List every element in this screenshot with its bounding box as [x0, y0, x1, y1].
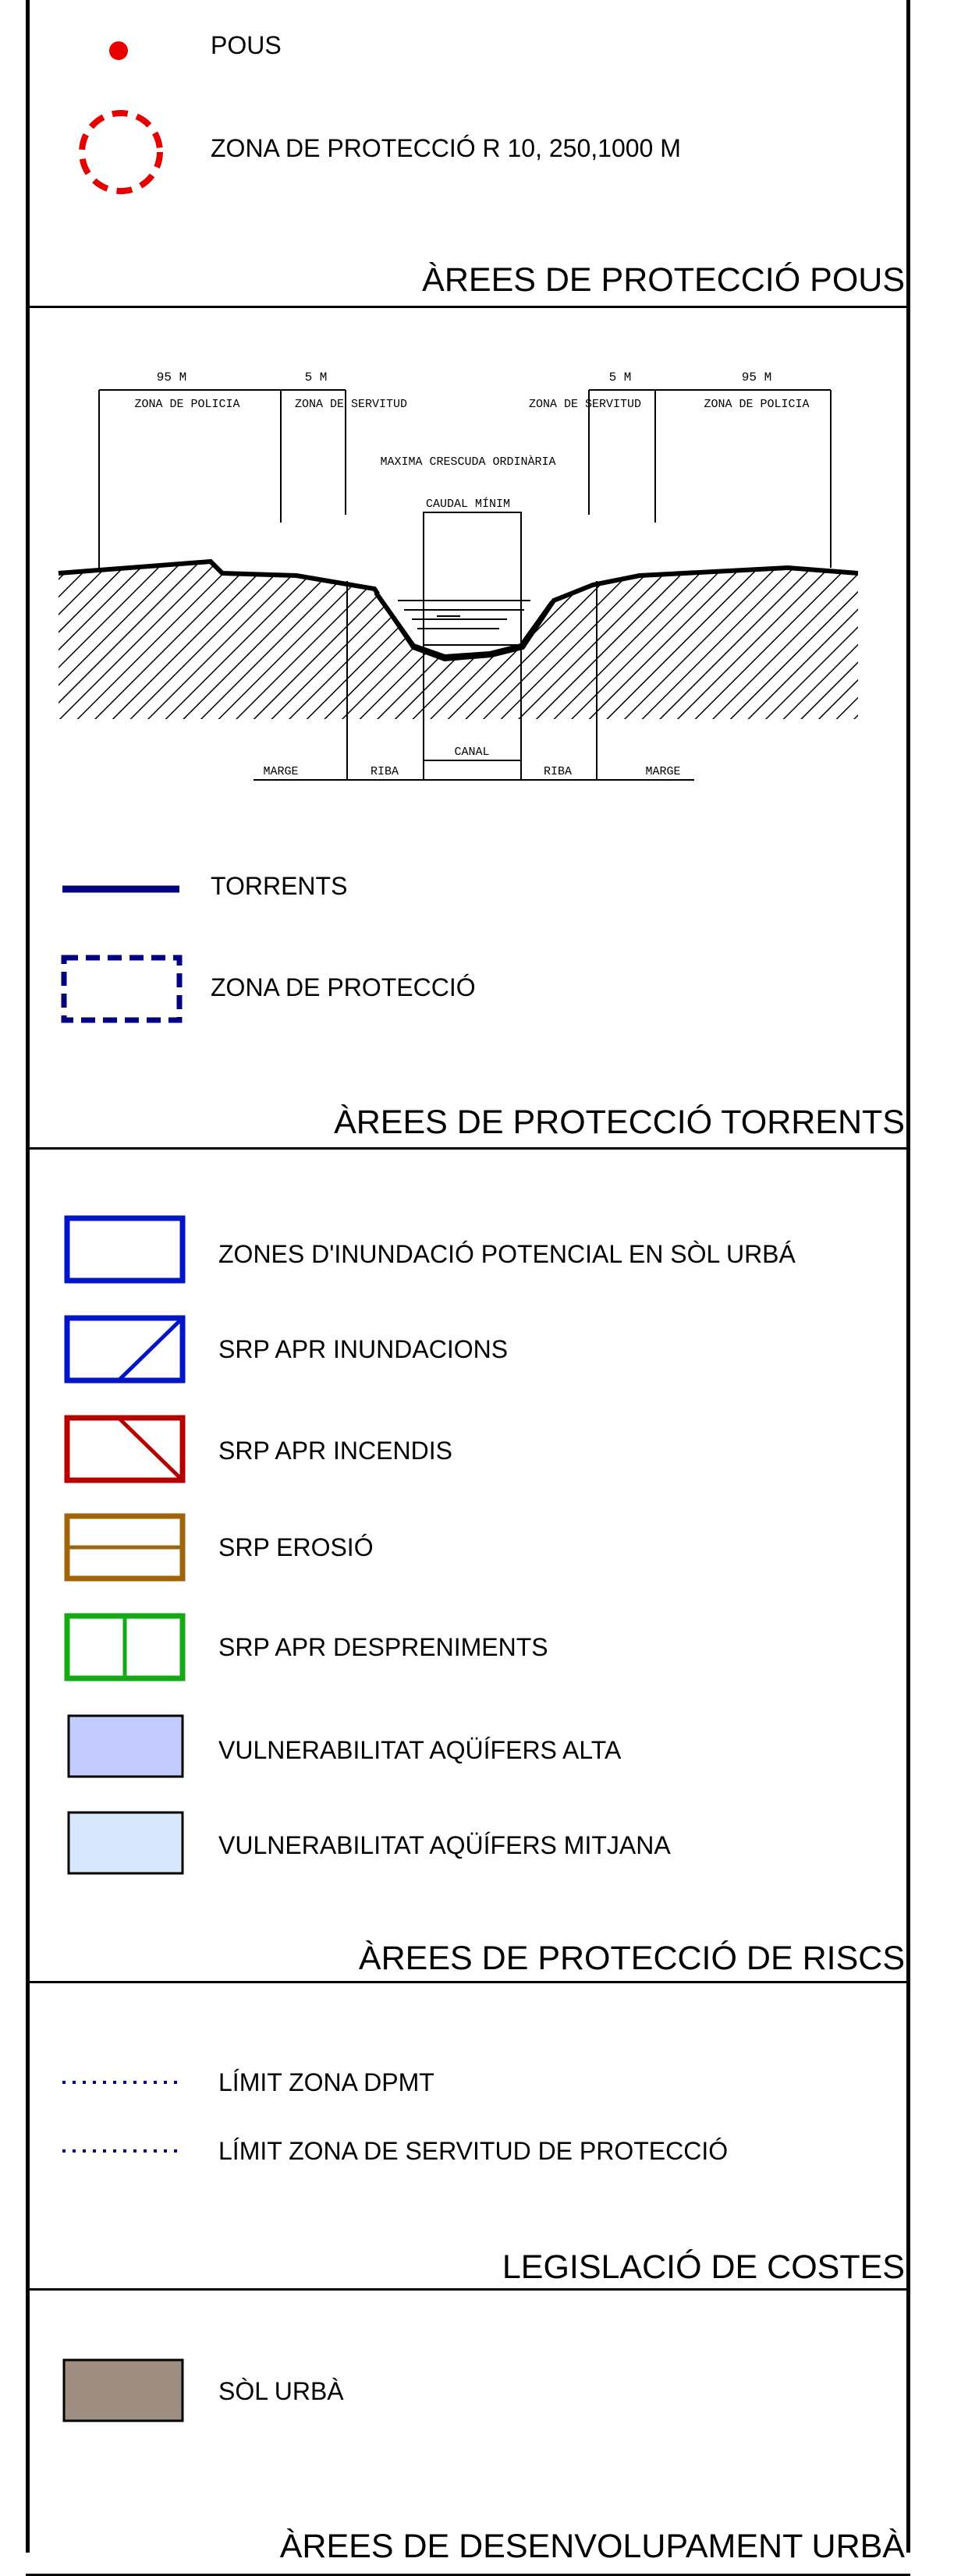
diagram-label-riba-left: RIBA: [370, 765, 399, 778]
dotted-line-icon: [62, 2147, 184, 2155]
legend-label-limit-dpmt: LÍMIT ZONA DPMT: [218, 2068, 434, 2096]
legend-label-zona-proteccio-torrents: ZONA DE PROTECCIÓ: [211, 973, 476, 1001]
legend-label-srp-erosio: SRP EROSIÓ: [218, 1533, 374, 1561]
section-title-pous: ÀREES DE PROTECCIÓ POUS: [422, 261, 905, 299]
solid-line-icon: [62, 883, 179, 895]
brown-split-box-icon: [64, 1513, 186, 1582]
diagram-label-servitud-left: ZONA DE SERVITUD: [294, 398, 408, 411]
diagram-label-caudal-minim: CAUDAL MÍNIM: [425, 498, 511, 511]
diagram-label-maxima-crescuda: MAXIMA CRESCUDA ORDINÀRIA: [380, 455, 556, 469]
legend-label-zona-proteccio-pous: ZONA DE PROTECCIÓ R 10, 250,1000 M: [211, 134, 681, 162]
diagram-label-5m-right: 5 M: [608, 370, 632, 384]
dotted-line-icon: [62, 2078, 184, 2086]
diagram-label-policia-left: ZONA DE POLICIA: [134, 398, 240, 411]
legend-label-sol-urba: SÒL URBÀ: [218, 2377, 344, 2405]
dashed-rectangle-icon: [59, 953, 184, 1025]
diagram-label-95m-right: 95 M: [741, 370, 772, 384]
diagram-label-riba-right: RIBA: [543, 765, 573, 778]
section-title-torrents: ÀREES DE PROTECCIÓ TORRENTS: [334, 1104, 905, 1141]
blue-diagonal-box-icon: [64, 1315, 186, 1384]
pale-blue-fill-icon: [67, 1811, 184, 1875]
legend-label-zones-inundacio: ZONES D'INUNDACIÓ POTENCIAL EN SÒL URBÁ: [218, 1240, 796, 1268]
section-divider: [26, 2288, 910, 2291]
section-title-riscs: ÀREES DE PROTECCIÓ DE RISCS: [358, 1940, 905, 1977]
legend-label-srp-incendis: SRP APR INCENDIS: [218, 1437, 452, 1465]
section-divider: [26, 1147, 910, 1150]
legend-label-srp-inundacions: SRP APR INUNDACIONS: [218, 1335, 509, 1363]
diagram-label-canal: CANAL: [454, 746, 490, 759]
diagram-label-5m-left: 5 M: [304, 370, 328, 384]
diagram-label-servitud-right: ZONA DE SERVITUD: [528, 398, 642, 411]
brown-fill-box-icon: [62, 2358, 184, 2422]
frame-left-border: [26, 0, 30, 2553]
diagram-label-marge-right: MARGE: [645, 765, 681, 778]
legend-label-srp-despreniments: SRP APR DESPRENIMENTS: [218, 1633, 548, 1661]
section-title-urba: ÀREES DE DESENVOLUPAMENT URBÀ: [279, 2528, 905, 2565]
green-split-box-icon: [64, 1613, 186, 1681]
diagram-label-marge-left: MARGE: [263, 765, 299, 778]
red-diagonal-box-icon: [64, 1415, 186, 1483]
legend-label-vulnerabilitat-alta: VULNERABILITAT AQÜÍFERS ALTA: [218, 1736, 622, 1764]
diagram-label-policia-right: ZONA DE POLICIA: [704, 398, 810, 411]
legend-label-limit-servitud: LÍMIT ZONA DE SERVITUD DE PROTECCIÓ: [218, 2137, 729, 2165]
red-dot-icon: [107, 39, 130, 62]
legend-label-pous: POUS: [211, 31, 282, 59]
section-divider: [26, 1981, 910, 1983]
section-divider: [26, 306, 910, 308]
diagram-label-95m-left: 95 M: [156, 370, 187, 384]
torrent-cross-section-diagram: [31, 359, 905, 795]
dashed-circle-icon: [70, 101, 172, 203]
frame-right-border: [906, 0, 910, 2553]
legend-label-vulnerabilitat-mitjana: VULNERABILITAT AQÜÍFERS MITJANA: [218, 1831, 671, 1859]
light-blue-fill-icon: [67, 1714, 184, 1778]
section-title-costes: LEGISLACIÓ DE COSTES: [502, 2248, 905, 2286]
blue-outline-box-icon: [64, 1215, 186, 1284]
legend-label-torrents: TORRENTS: [211, 872, 348, 900]
